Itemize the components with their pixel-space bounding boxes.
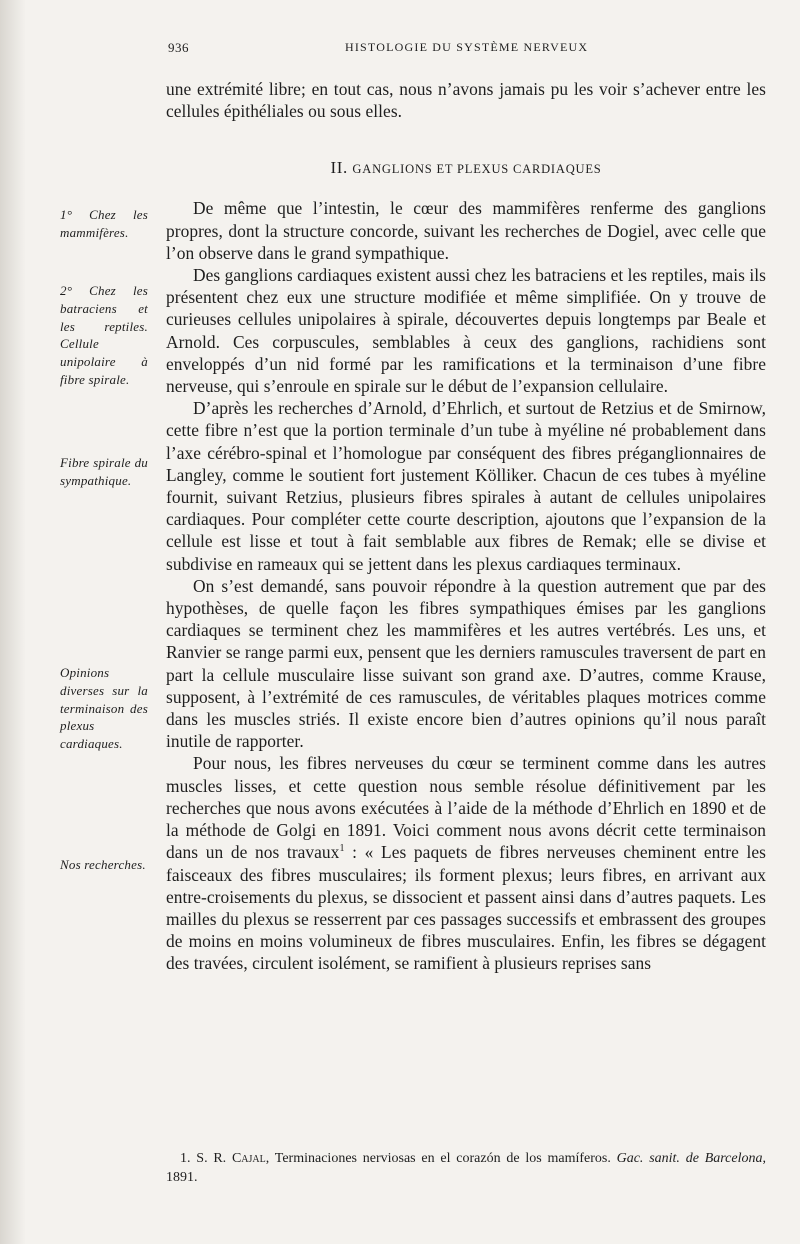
paragraph-opinions: On s’est demandé, sans pouvoir répondre à la question autrement que par des hypothèses, de quelle façon les fibres sympathiques émises par les ganglions cardiaques se terminent chez les mammifères et les autres vertébrés. Les uns, et Ranvier se range parmi eux, pensent que les derniers ramuscules traversent de part en part la cellule musculaire lisse suivant son grand axe. D’autres, comme Krause, supposent, à l’extrémité de ces ramuscules, de véritables plaques motrices comme dans les muscles striés. Il existe encore bien d’autres opinions qu’il nous paraît inutile de rapporter. [166, 575, 766, 752]
paragraph-nos-recherches-quote: : « Les paquets de fibres nerveuses cheminent entre les faisceaux des fibres musculaires; ils forment plexus; leurs fibres, en arrivant aux entre-croisements du plexus, se dissocient et passent ainsi dans d’autres paquets. Les mailles du plexus se resserrent par ces passages successifs et embrassent des groupes de moins en moins volumineux de fibres musculaires. Enfin, les fibres se dégagent des travées, circulent isolément, se ramifient à plusieurs reprises sans [166, 842, 766, 974]
page-number: 936 [168, 40, 189, 55]
running-head: HISTOLOGIE DU SYSTÈME NERVEUX [345, 40, 589, 54]
section-number: II. [330, 158, 348, 178]
section-heading: GANGLIONS ET PLEXUS CARDIAQUES [352, 162, 602, 177]
paragraph-batraciens: Des ganglions cardiaques existent aussi chez les batraciens et les reptiles, mais ils présentent chez eux une structure modifiée et même simplifiée. On y trouve de curieuses cellules unipolaires à spirale, découvertes depuis longtemps par Beale et Arnold. Ces corpuscules, semblables à ceux des ganglions, rachidiens sont enveloppés d’un nid formé par les ramifications et la terminaison d’une fibre nerveuse, qui s’enroule en spirale sur le début de l’expansion cellulaire. [166, 265, 766, 397]
main-text [166, 78, 766, 975]
margin-note-nos-recherches: Nos recherches. [60, 857, 146, 872]
footnote-title: , Terminaciones nerviosas en el corazón de los mamíferos. [265, 1151, 617, 1166]
page-header [0, 40, 800, 60]
page-edge-shadow [0, 0, 26, 1244]
margin-note-batraciens: 2° Chez les batraciens et les reptiles. Cellule unipolaire à fibre spirale. [60, 283, 148, 387]
footnote-journal: Gac. sanit. de Barcelona [616, 1151, 763, 1166]
paragraph-nos-recherches-text: Pour nous, les fibres nerveuses du cœur se terminent comme dans les autres muscles lisses, et cette question nous semble résolue définitivement par les recherches que nous avons exécutées à l’aide de la méthode d’Ehrlich en 1890 et de la méthode de Golgi en 1891. Voici comment nous avons décrit cette terminaison dans un de nos travaux [166, 753, 766, 863]
paragraph-nos-recherches [166, 752, 766, 974]
footnote-number: 1. [180, 1151, 191, 1166]
continuation-paragraph: une extrémité libre; en tout cas, nous n’avons jamais pu les voir s’achever entre les cellules épithéliales ou sous elles. [166, 79, 766, 122]
section-title [166, 158, 766, 178]
footnote-year: , 1891. [166, 1151, 767, 1185]
margin-note-mammiferes: 1° Chez les mammifères. [60, 207, 148, 240]
margin-note-fibre-spirale: Fibre spirale du sympathique. [60, 455, 148, 488]
footnote [166, 1150, 766, 1187]
paragraph-mammiferes: De même que l’intestin, le cœur des mammifères renferme des ganglions propres, dont la structure concorde, suivant les recherches de Dogiel, avec celle que l’on observe dans le grand sympathique. [166, 198, 766, 263]
footnote-author: S. R. Cajal [196, 1151, 266, 1166]
margin-note-opinions: Opinions diverses sur la terminaison des plexus cardiaques. [60, 665, 148, 752]
paragraph-fibre-spirale: D’après les recherches d’Arnold, d’Ehrlich, et surtout de Retzius et de Smirnow, cette fibre n’est que la portion terminale d’un tube à myéline né probablement dans l’axe cérébro-spinal et l’homologue par conséquent des fibres préganglionnaires de Langley, comme le soutient fort justement Kölliker. Chacun de ces tubes à myéline fournit, suivant Retzius, plusieurs fibres spirales à autant de cellules unipolaires cardiaques. Pour compléter cette courte description, ajoutons que l’expansion de la cellule est lisse et tout à fait semblable aux fibres de Remak; elle se divise et subdivise en rameaux qui se jettent dans les plexus cardiaques terminaux. [166, 398, 766, 574]
footnote-reference: 1 [339, 843, 345, 855]
